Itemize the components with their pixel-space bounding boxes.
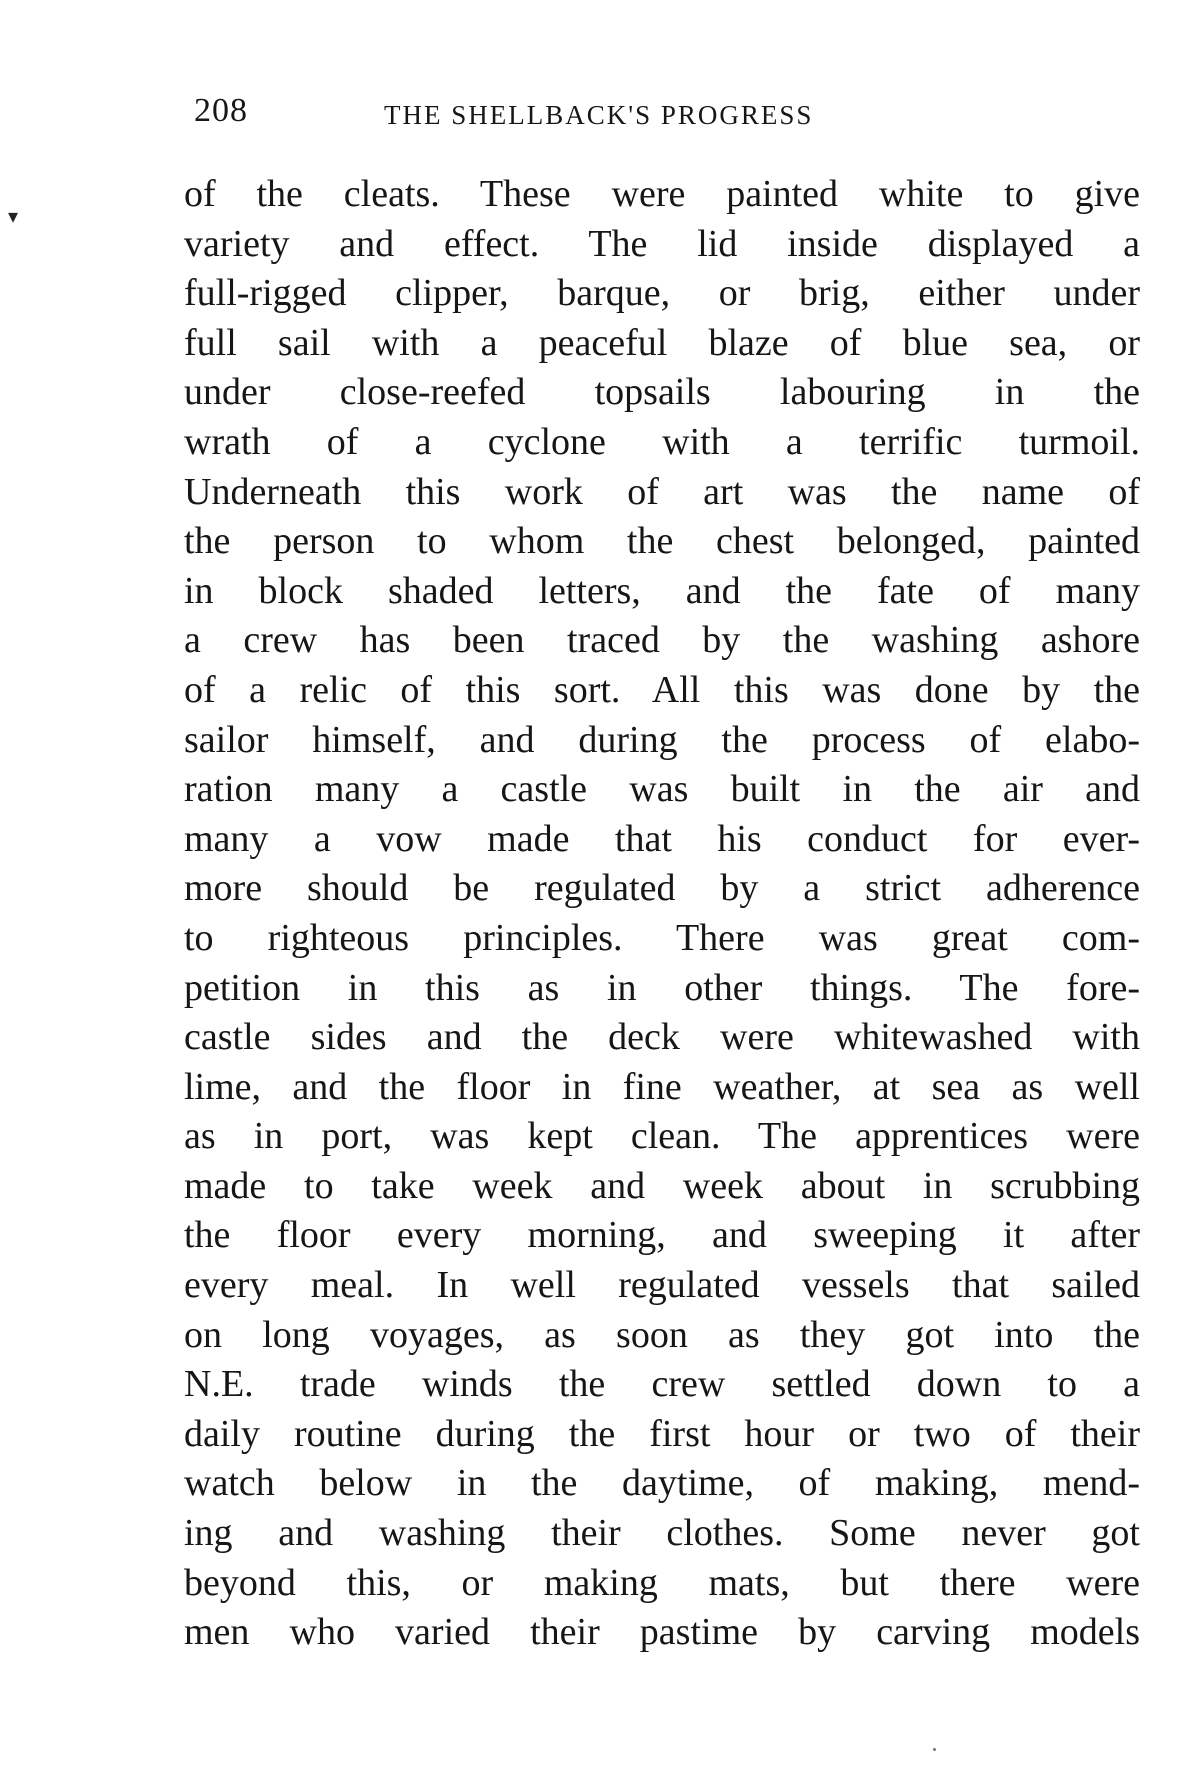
text-line: daily routine during the first hour or two of their [184, 1412, 1140, 1455]
text-line: full-rigged clipper, barque, or brig, either under [184, 272, 1140, 315]
text-line: of a relic of this sort. All this was done by the [184, 668, 1140, 711]
page-number: 208 [194, 92, 248, 129]
text-line: in block shaded letters, and the fate of many [184, 569, 1140, 612]
text-line: more should be regulated by a strict adherence [184, 867, 1140, 910]
text-line: lime, and the floor in fine weather, at sea as well [184, 1065, 1140, 1108]
body-text [184, 170, 1140, 1658]
running-head [194, 84, 964, 154]
text-line: variety and effect. The lid inside displayed a [184, 222, 1140, 265]
text-line: as in port, was kept clean. The apprentices were [184, 1115, 1140, 1158]
print-speck [933, 1748, 936, 1751]
margin-mark: ▾ [8, 206, 19, 228]
text-line: wrath of a cyclone with a terrific turmoil. [184, 420, 1140, 463]
text-line: petition in this as in other things. The fore- [184, 966, 1140, 1009]
text-line: N.E. trade winds the crew settled down to a [184, 1363, 1140, 1406]
text-line: ing and washing their clothes. Some never got [184, 1512, 1140, 1555]
text-line: castle sides and the deck were whitewashed with [184, 1016, 1140, 1059]
text-line: on long voyages, as soon as they got into the [184, 1313, 1140, 1356]
text-line: the floor every morning, and sweeping it after [184, 1214, 1140, 1257]
text-line: every meal. In well regulated vessels that sailed [184, 1264, 1140, 1307]
text-line: ration many a castle was built in the air and [184, 768, 1140, 811]
text-line: a crew has been traced by the washing ashore [184, 619, 1140, 662]
text-line: Underneath this work of art was the name of [184, 470, 1140, 513]
text-line: of the cleats. These were painted white to give [184, 173, 1140, 215]
text-line: men who varied their pastime by carving models [184, 1611, 1140, 1654]
text-line: full sail with a peaceful blaze of blue sea, or [184, 321, 1140, 364]
text-line: to righteous principles. There was great com- [184, 916, 1140, 959]
text-line: watch below in the daytime, of making, mend- [184, 1462, 1140, 1505]
text-line: the person to whom the chest belonged, painted [184, 520, 1140, 563]
text-line: sailor himself, and during the process of elabo- [184, 718, 1140, 761]
text-line: beyond this, or making mats, but there were [184, 1561, 1140, 1604]
text-line: made to take week and week about in scrubbing [184, 1164, 1140, 1207]
text-line: many a vow made that his conduct for ever- [184, 817, 1140, 860]
running-title: THE SHELLBACK'S PROGRESS [384, 100, 814, 130]
text-line: under close-reefed topsails labouring in the [184, 371, 1140, 414]
